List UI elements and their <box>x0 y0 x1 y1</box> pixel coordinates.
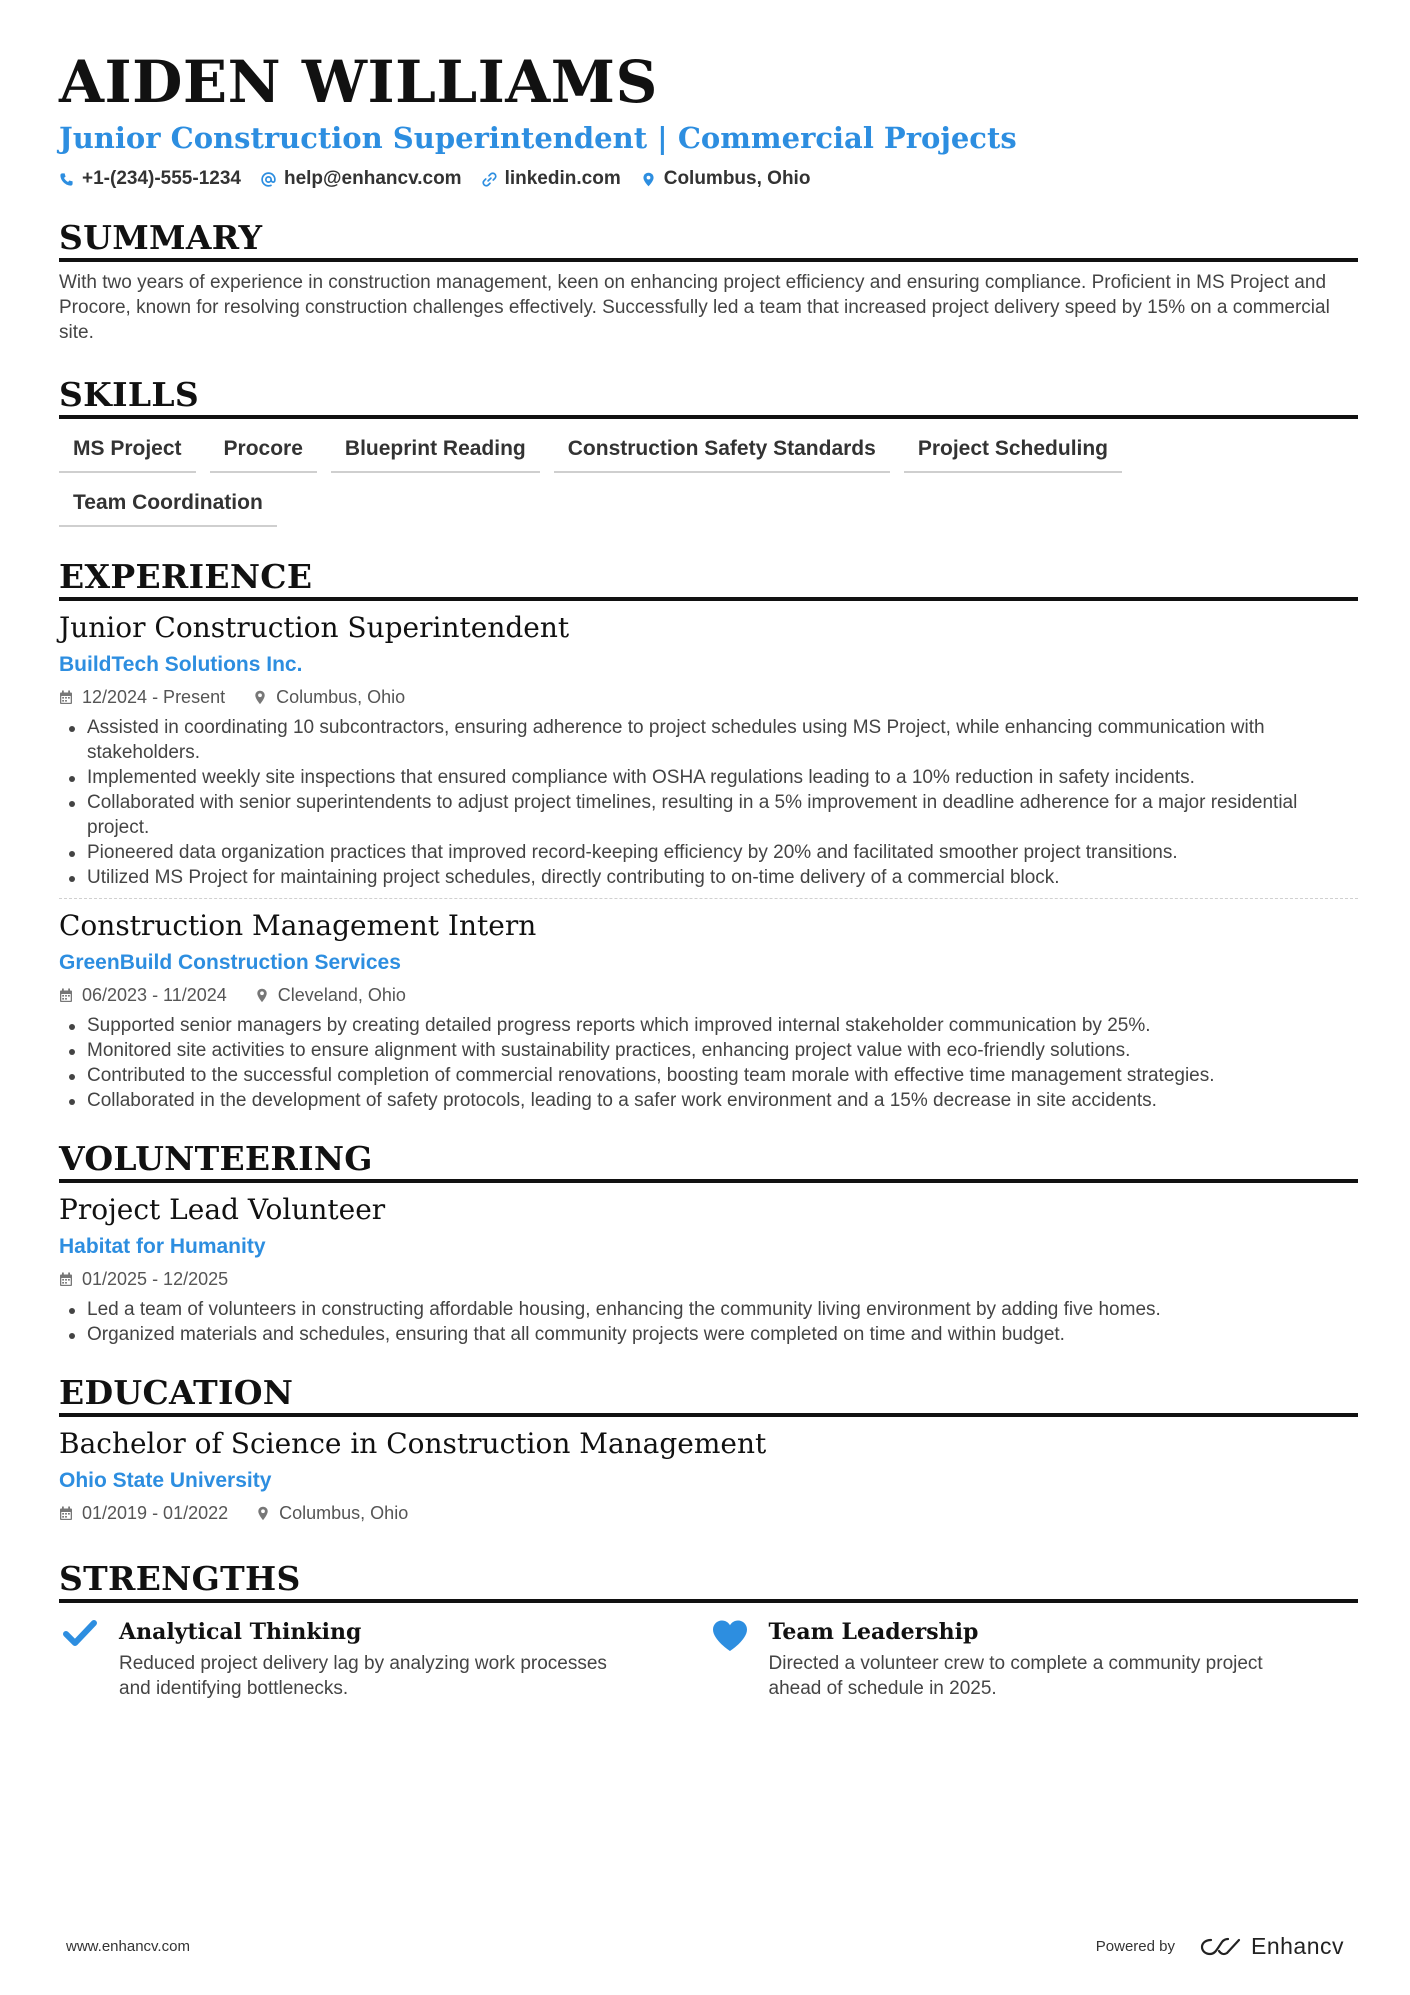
job-location-text: Columbus, Ohio <box>276 687 406 707</box>
education-heading: EDUCATION <box>59 1373 1358 1417</box>
job-meta <box>59 685 1358 709</box>
summary-text: With two years of experience in construction management, keen on enhancing project efficiency and ensuring compliance. Proficient in MS Project and Procore, known for resolving construction challenges effectively. Successfully led a team that increased project delivery speed by 15% on a commercial site. <box>59 272 1330 343</box>
degree-title: Bachelor of Science in Construction Management <box>59 1427 767 1460</box>
experience-heading: EXPERIENCE <box>59 557 1358 601</box>
calendar-icon <box>59 988 73 1003</box>
contact-phone-text: +1-(234)-555-1234 <box>82 168 241 189</box>
strength-description: Reduced project delivery lag by analyzing work processes and identifying bottlenecks. <box>119 1653 607 1699</box>
contact-linkedin[interactable] <box>482 168 621 190</box>
skill-tag: Construction Safety Standards <box>554 433 890 473</box>
education-section <box>59 1373 1358 1525</box>
volunteer-organization: Habitat for Humanity <box>59 1235 266 1258</box>
education-location <box>256 1501 408 1525</box>
skill-tag: Project Scheduling <box>904 433 1122 473</box>
bullet-item: Supported senior managers by creating detailed progress reports which improved internal stakeholder communication by 25%. <box>59 1013 1358 1038</box>
bullet-item: Contributed to the successful completion of commercial renovations, boosting team morale with effective time management strategies. <box>59 1063 1358 1088</box>
at-icon <box>261 172 276 187</box>
checkmark-icon <box>59 1617 101 1701</box>
job-dates-text: 12/2024 - Present <box>82 687 226 707</box>
calendar-icon <box>59 1506 73 1521</box>
volunteer-role: Project Lead Volunteer <box>59 1193 386 1226</box>
summary-section <box>59 218 1358 345</box>
company-name: GreenBuild Construction Services <box>59 951 401 974</box>
powered-by-label: Powered by <box>1095 1938 1175 1955</box>
skills-heading: SKILLS <box>59 375 1358 419</box>
bullet-item: Monitored site activities to ensure alignment with sustainability practices, enhancing project value with eco-friendly solutions. <box>59 1038 1358 1063</box>
bullet-item: Collaborated in the development of safety protocols, leading to a safer work environment and a 15% decrease in site accidents. <box>59 1088 1358 1113</box>
job-location-text: Cleveland, Ohio <box>277 985 406 1005</box>
calendar-icon <box>59 1272 73 1287</box>
strength-title: Analytical Thinking <box>119 1619 362 1645</box>
job-meta <box>59 983 1358 1007</box>
calendar-icon <box>59 690 73 705</box>
volunteering-section <box>59 1139 1358 1347</box>
education-dates-text: 01/2019 - 01/2022 <box>82 1503 229 1523</box>
phone-icon <box>59 172 74 187</box>
location-icon <box>256 1506 270 1521</box>
candidate-headline: Junior Construction Superintendent | Commercial Projects <box>59 121 1017 155</box>
strength-item <box>709 1617 1359 1701</box>
experience-section <box>59 557 1358 1113</box>
volunteering-heading: VOLUNTEERING <box>59 1139 1358 1183</box>
heart-icon <box>709 1617 751 1701</box>
volunteer-dates-text: 01/2025 - 12/2025 <box>82 1269 229 1289</box>
strength-content <box>769 1617 1279 1701</box>
skills-list <box>59 433 1219 527</box>
job-bullets <box>59 1013 1358 1113</box>
experience-entry <box>59 907 1358 1113</box>
strengths-list <box>59 1617 1358 1701</box>
skill-tag: MS Project <box>59 433 196 473</box>
enhancv-logo[interactable] <box>1199 1933 1344 1960</box>
education-dates <box>59 1501 228 1525</box>
bullet-item: Organized materials and schedules, ensuring that all community projects were completed on time and within budget. <box>59 1322 1358 1347</box>
skills-section <box>59 375 1358 527</box>
skill-tag: Blueprint Reading <box>331 433 540 473</box>
contact-email-text: help@enhancv.com <box>283 168 462 189</box>
job-dates <box>59 983 227 1007</box>
bullet-item: Utilized MS Project for maintaining project schedules, directly contributing to on-time delivery of a commercial block. <box>59 865 1358 890</box>
enhancv-logo-icon <box>1199 1936 1243 1958</box>
contact-phone[interactable] <box>59 168 241 190</box>
brand-name: Enhancv <box>1250 1933 1344 1959</box>
education-location-text: Columbus, Ohio <box>279 1503 409 1523</box>
strengths-section <box>59 1559 1358 1701</box>
job-location <box>253 685 405 709</box>
job-title: Junior Construction Superintendent <box>59 611 570 644</box>
job-dates <box>59 685 225 709</box>
school-name: Ohio State University <box>59 1469 272 1492</box>
volunteer-meta <box>59 1267 1358 1291</box>
footer-website-link[interactable]: www.enhancv.com <box>66 1938 190 1955</box>
entry-divider <box>59 898 1358 899</box>
job-bullets <box>59 715 1358 890</box>
resume-header <box>59 46 1358 190</box>
strength-content <box>119 1617 629 1701</box>
bullet-item: Led a team of volunteers in constructing affordable housing, enhancing the community living environment by adding five homes. <box>59 1297 1358 1322</box>
strength-item <box>59 1617 709 1701</box>
job-dates-text: 06/2023 - 11/2024 <box>82 985 227 1005</box>
education-meta <box>59 1501 1358 1525</box>
contact-email[interactable] <box>261 168 462 190</box>
location-icon <box>641 172 656 187</box>
candidate-name: AIDEN WILLIAMS <box>59 48 658 116</box>
company-name: BuildTech Solutions Inc. <box>59 653 303 676</box>
bullet-item: Collaborated with senior superintendents to adjust project timelines, resulting in a 5% improvement in deadline adherence for a major residential project. <box>59 790 1358 840</box>
strengths-heading: STRENGTHS <box>59 1559 1358 1603</box>
job-title: Construction Management Intern <box>59 909 537 942</box>
footer-brand <box>1096 1933 1344 1960</box>
strength-description: Directed a volunteer crew to complete a community project ahead of schedule in 2025. <box>768 1653 1263 1699</box>
bullet-item: Assisted in coordinating 10 subcontractors, ensuring adherence to project schedules using MS Project, while enhancing communication with stakeholders. <box>59 715 1358 765</box>
link-icon <box>482 172 497 187</box>
volunteer-dates <box>59 1267 228 1291</box>
experience-entry <box>59 609 1358 890</box>
skill-tag: Team Coordination <box>59 487 277 527</box>
skill-tag: Procore <box>210 433 317 473</box>
contact-location-text: Columbus, Ohio <box>663 168 811 189</box>
volunteer-bullets <box>59 1297 1358 1347</box>
summary-heading: SUMMARY <box>59 218 1358 262</box>
job-location <box>255 983 406 1007</box>
strength-title: Team Leadership <box>768 1619 979 1645</box>
page-footer <box>66 1933 1344 1960</box>
contact-linkedin-text: linkedin.com <box>504 168 621 189</box>
bullet-item: Pioneered data organization practices that improved record-keeping efficiency by 20% and facilitated smoother project transitions. <box>59 840 1358 865</box>
bullet-item: Implemented weekly site inspections that ensured compliance with OSHA regulations leading to a 10% reduction in safety incidents. <box>59 765 1358 790</box>
contact-info <box>59 168 1358 190</box>
contact-location <box>641 168 811 190</box>
location-icon <box>253 690 267 705</box>
resume-page <box>59 46 1358 1701</box>
location-icon <box>255 988 269 1003</box>
